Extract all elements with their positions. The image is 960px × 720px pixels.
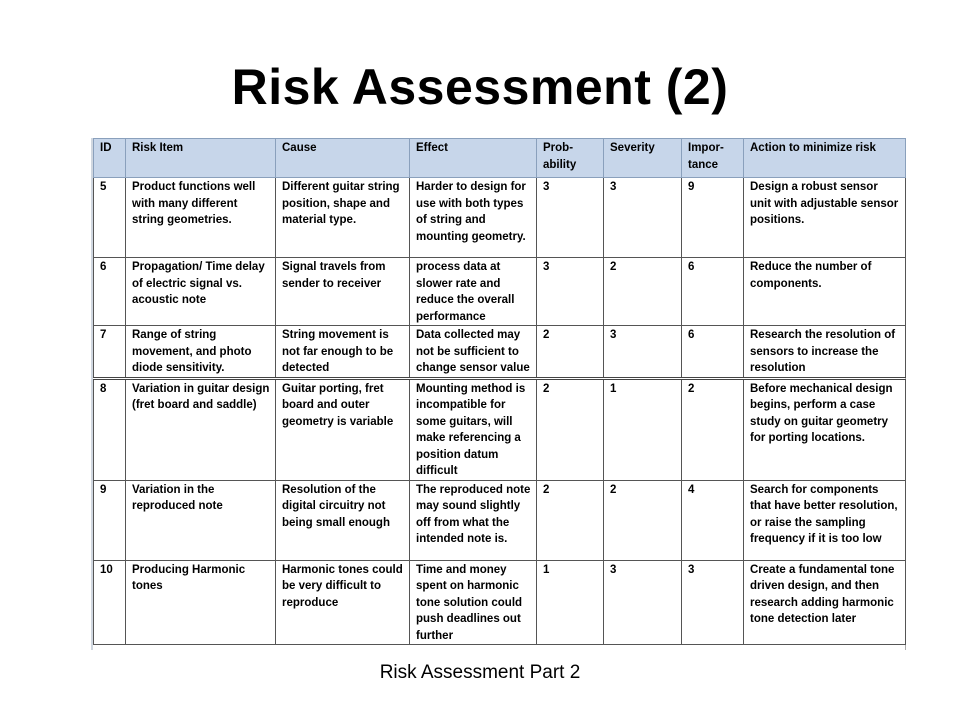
- header-cause: Cause: [276, 139, 410, 178]
- cell-importance: 3: [682, 560, 744, 645]
- table-row: [94, 378, 906, 480]
- cell-risk-item: Propagation/ Time delay of electric signal vs. acoustic note: [126, 258, 276, 326]
- slide-title: Risk Assessment (2): [231, 59, 729, 115]
- cell-action: Research the resolution of sensors to increase the resolution: [744, 326, 906, 379]
- cell-effect: Data collected may not be sufficient to change sensor value: [410, 326, 537, 379]
- header-risk-item: Risk Item: [126, 139, 276, 178]
- cell-probability: 3: [537, 178, 604, 258]
- risk-assessment-table: [93, 138, 906, 645]
- table-header-row: [94, 139, 906, 178]
- cell-effect: The reproduced note may sound slightly off from what the intended note is.: [410, 480, 537, 560]
- cell-risk-item: Variation in the reproduced note: [126, 480, 276, 560]
- cell-importance: 4: [682, 480, 744, 560]
- cell-probability: 2: [537, 378, 604, 480]
- cell-risk-item: Variation in guitar design (fret board and saddle): [126, 378, 276, 480]
- cell-cause: Resolution of the digital circuitry not being small enough: [276, 480, 410, 560]
- cell-importance: 9: [682, 178, 744, 258]
- cell-cause: String movement is not far enough to be detected: [276, 326, 410, 379]
- header-probability: Prob-ability: [537, 139, 604, 178]
- cell-action: Design a robust sensor unit with adjustable sensor positions.: [744, 178, 906, 258]
- cell-severity: 2: [604, 258, 682, 326]
- cell-severity: 1: [604, 378, 682, 480]
- table-row: [94, 326, 906, 379]
- cell-id: 8: [94, 378, 126, 480]
- cell-probability: 2: [537, 480, 604, 560]
- cell-probability: 1: [537, 560, 604, 645]
- cell-effect: Time and money spent on harmonic tone solution could push deadlines out further: [410, 560, 537, 645]
- table-row: [94, 258, 906, 326]
- cell-importance: 6: [682, 258, 744, 326]
- cell-id: 9: [94, 480, 126, 560]
- cell-id: 7: [94, 326, 126, 379]
- cell-cause: Different guitar string position, shape and material type.: [276, 178, 410, 258]
- header-importance: Impor-tance: [682, 139, 744, 178]
- cell-action: Reduce the number of components.: [744, 258, 906, 326]
- table-row: [94, 560, 906, 645]
- cell-importance: 6: [682, 326, 744, 379]
- risk-table-container: [91, 138, 906, 650]
- cell-severity: 3: [604, 326, 682, 379]
- cell-severity: 3: [604, 560, 682, 645]
- cell-severity: 2: [604, 480, 682, 560]
- cell-effect: Mounting method is incompatible for some guitars, will make referencing a position datum difficult: [410, 378, 537, 480]
- header-effect: Effect: [410, 139, 537, 178]
- cell-effect: Harder to design for use with both types of string and mounting geometry.: [410, 178, 537, 258]
- cell-risk-item: Range of string movement, and photo diode sensitivity.: [126, 326, 276, 379]
- cell-action: Create a fundamental tone driven design, and then research adding harmonic tone detection later: [744, 560, 906, 645]
- cell-risk-item: Producing Harmonic tones: [126, 560, 276, 645]
- cell-id: 6: [94, 258, 126, 326]
- cell-id: 10: [94, 560, 126, 645]
- cell-action: Before mechanical design begins, perform a case study on guitar geometry for porting locations.: [744, 378, 906, 480]
- cell-probability: 2: [537, 326, 604, 379]
- header-severity: Severity: [604, 139, 682, 178]
- header-action: Action to minimize risk: [744, 139, 906, 178]
- cell-risk-item: Product functions well with many different string geometries.: [126, 178, 276, 258]
- header-id: ID: [94, 139, 126, 178]
- table-row: [94, 178, 906, 258]
- cell-id: 5: [94, 178, 126, 258]
- cell-severity: 3: [604, 178, 682, 258]
- cell-cause: Guitar porting, fret board and outer geometry is variable: [276, 378, 410, 480]
- table-row: [94, 480, 906, 560]
- cell-importance: 2: [682, 378, 744, 480]
- cell-cause: Harmonic tones could be very difficult to reproduce: [276, 560, 410, 645]
- cell-cause: Signal travels from sender to receiver: [276, 258, 410, 326]
- cell-effect: process data at slower rate and reduce the overall performance: [410, 258, 537, 326]
- cell-action: Search for components that have better resolution, or raise the sampling frequency if it is too low: [744, 480, 906, 560]
- cell-probability: 3: [537, 258, 604, 326]
- slide-caption: Risk Assessment Part 2: [379, 662, 581, 683]
